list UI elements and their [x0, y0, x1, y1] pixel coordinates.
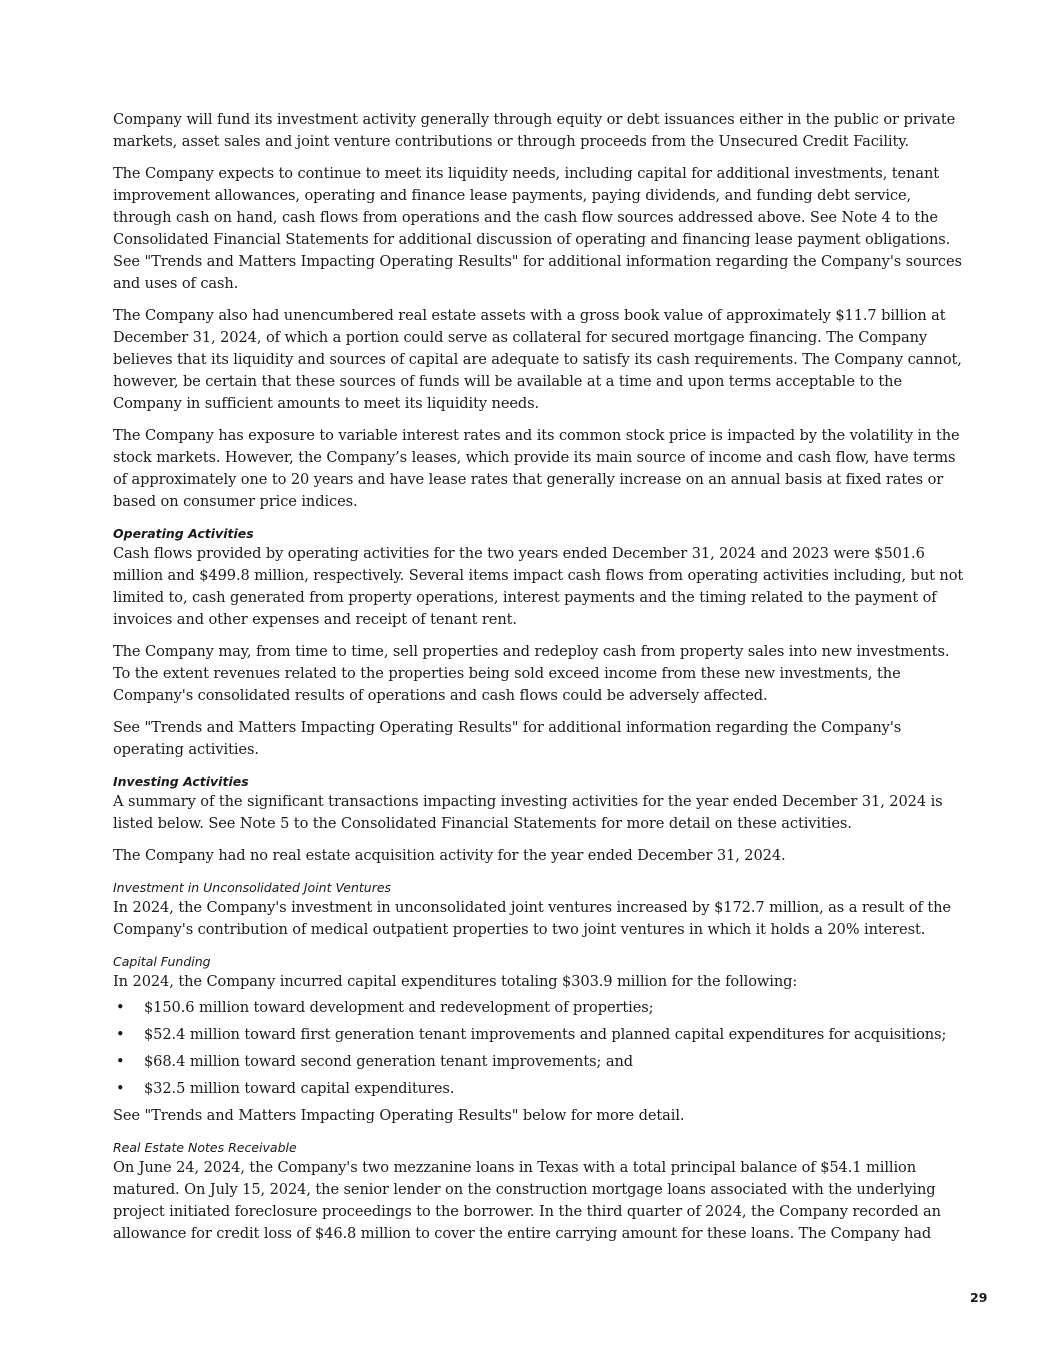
bullet-icon: •: [116, 999, 125, 1016]
page-number: 29: [970, 1290, 988, 1305]
list-item: • $68.4 million toward second generation tenant improvements; and: [113, 1051, 971, 1073]
heading-capital-funding: Capital Funding: [113, 954, 211, 969]
paragraph-capital-intro: In 2024, the Company incurred capital expenditures totaling $303.9 million for the following:: [113, 973, 798, 990]
paragraph-funding: Company will fund its investment activity generally through equity or debt issuances either in the public or private markets, asset sales and joint venture contributions or through proceeds from the Unsecured Credit Facility.: [113, 111, 956, 150]
capital-expenditure-list: [113, 997, 971, 1100]
paragraph-operating-cash-flows: Cash flows provided by operating activities for the two years ended December 31, 2024 and 2023 were $501.6 million and $499.8 million, respectively. Several items impact cash flows from operating activities including, but not limited to, cash generated from property operations, interest payments and the timing related to the payment of invoices and other expenses and receipt of tenant rent.: [113, 545, 964, 628]
paragraph-joint-ventures: In 2024, the Company's investment in unconsolidated joint ventures increased by $172.7 million, as a result of the Company's contribution of medical outpatient properties to two joint ventures in which it holds a 20% interest.: [113, 899, 951, 938]
list-item: • $32.5 million toward capital expenditures.: [113, 1078, 971, 1100]
document-body: [113, 109, 971, 1255]
paragraph-investing-summary: A summary of the significant transactions impacting investing activities for the year ended December 31, 2024 is listed below. See Note 5 to the Consolidated Financial Statements for more detail on these activities.: [113, 793, 943, 832]
bullet-icon: •: [116, 1053, 125, 1070]
list-item: • $52.4 million toward first generation tenant improvements and planned capital expenditures for acquisitions;: [113, 1024, 971, 1046]
paragraph-interest-rate-exposure: The Company has exposure to variable interest rates and its common stock price is impacted by the volatility in the stock markets. However, the Company’s leases, which provide its main source of income and cash flow, have terms of approximately one to 20 years and have lease rates that generally increase on an annual basis at fixed rates or based on consumer price indices.: [113, 427, 960, 510]
bullet-icon: •: [116, 1080, 125, 1097]
heading-investing-activities: Investing Activities: [113, 774, 249, 789]
paragraph-operating-see-trends: See "Trends and Matters Impacting Operating Results" for additional information regarding the Company's operating activities.: [113, 719, 902, 758]
heading-joint-ventures: Investment in Unconsolidated Joint Ventures: [113, 880, 392, 895]
paragraph-liquidity-needs: The Company expects to continue to meet its liquidity needs, including capital for additional investments, tenant improvement allowances, operating and finance lease payments, paying dividends, and funding debt service, through cash on hand, cash flows from operations and the cash flow sources addressed above. See Note 4 to the Consolidated Financial Statements for additional discussion of operating and financing lease payment obligations. See "Trends and Matters Impacting Operating Results" for additional information regarding the Company's sources and uses of cash.: [113, 165, 962, 292]
bullet-icon: •: [116, 1026, 125, 1043]
paragraph-capital-see-trends: See "Trends and Matters Impacting Operating Results" below for more detail.: [113, 1107, 685, 1124]
heading-notes-receivable: Real Estate Notes Receivable: [113, 1140, 297, 1155]
paragraph-mezzanine-loans: On June 24, 2024, the Company's two mezzanine loans in Texas with a total principal balance of $54.1 million matured. On July 15, 2024, the senior lender on the construction mortgage loans associated with the underlying project initiated foreclosure proceedings to the borrower. In the third quarter of 2024, the Company recorded an allowance for credit loss of $46.8 million to cover the entire carrying amount for these loans. The Company had: [113, 1159, 941, 1242]
paragraph-unencumbered-assets: The Company also had unencumbered real estate assets with a gross book value of approximately $11.7 billion at December 31, 2024, of which a portion could serve as collateral for secured mortgage financing. The Company believes that its liquidity and sources of capital are adequate to satisfy its cash requirements. The Company cannot, however, be certain that these sources of funds will be available at a time and upon terms acceptable to the Company in sufficient amounts to meet its liquidity needs.: [113, 307, 962, 412]
list-item: • $150.6 million toward development and redevelopment of properties;: [113, 997, 971, 1019]
paragraph-no-acquisitions: The Company had no real estate acquisition activity for the year ended December 31, 2024.: [113, 847, 786, 864]
paragraph-property-sales: The Company may, from time to time, sell properties and redeploy cash from property sales into new investments. To the extent revenues related to the properties being sold exceed income from these new investments, the Company's consolidated results of operations and cash flows could be adversely affected.: [113, 643, 950, 704]
heading-operating-activities: Operating Activities: [113, 526, 254, 541]
